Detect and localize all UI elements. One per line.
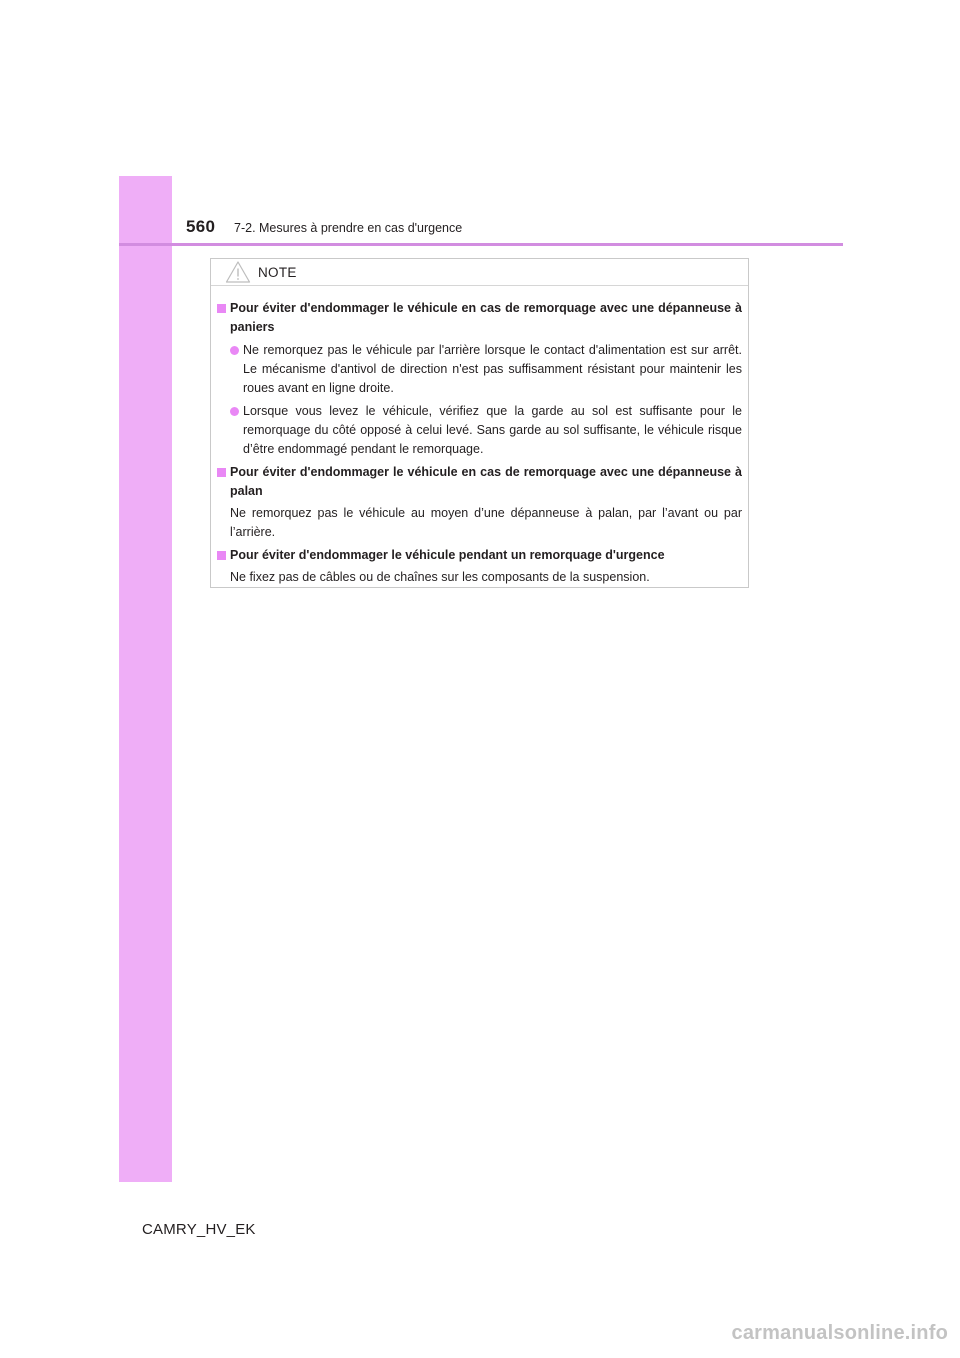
- header-divider: [119, 243, 843, 246]
- page-number: 560: [186, 217, 216, 236]
- note-content: [217, 299, 742, 591]
- note-header-divider: [211, 285, 748, 286]
- note-header: [225, 259, 297, 285]
- note-item-text: Ne remorquez pas le véhicule au moyen d’une dépanneuse à palan, par l’avant ou par l’arrière.: [230, 506, 742, 539]
- note-subitem: [230, 402, 742, 459]
- square-bullet-icon: [217, 468, 226, 477]
- note-item: [217, 299, 742, 459]
- square-bullet-icon: [217, 551, 226, 560]
- document-code: CAMRY_HV_EK: [142, 1221, 256, 1238]
- section-title: 7-2. Mesures à prendre en cas d'urgence: [234, 221, 463, 235]
- note-box: [210, 258, 749, 588]
- round-bullet-icon: [230, 407, 239, 416]
- note-item-title: Pour éviter d'endommager le véhicule pendant un remorquage d'urgence: [230, 548, 665, 562]
- note-subitem-text: Lorsque vous levez le véhicule, vérifiez que la garde au sol est suffisante pour le remorquage du côté opposé à celui levé. Sans garde au sol suffisante, le véhicule risque d’être endommagé pendant le remorquage.: [243, 404, 742, 456]
- note-item-text: Ne fixez pas de câbles ou de chaînes sur les composants de la suspension.: [230, 570, 650, 584]
- note-item: [217, 546, 742, 587]
- note-item: [217, 463, 742, 542]
- note-item-title: Pour éviter d'endommager le véhicule en cas de remorquage avec une dépanneuse à palan: [230, 465, 742, 498]
- note-item-title: Pour éviter d'endommager le véhicule en cas de remorquage avec une dépanneuse à paniers: [230, 301, 742, 334]
- note-subitem-text: Ne remorquez pas le véhicule par l'arrière lorsque le contact d'alimentation est sur arrêt. Le mécanisme d'antivol de direction n'est pas suffisamment résistant pour maintenir les roues avant en ligne droite.: [243, 343, 742, 395]
- warning-triangle-icon: [225, 260, 251, 284]
- note-label: NOTE: [258, 264, 297, 280]
- round-bullet-icon: [230, 346, 239, 355]
- note-subitem: [230, 341, 742, 398]
- sidebar-tab: [119, 176, 172, 1182]
- watermark: carmanualsonline.info: [731, 1322, 948, 1344]
- square-bullet-icon: [217, 304, 226, 313]
